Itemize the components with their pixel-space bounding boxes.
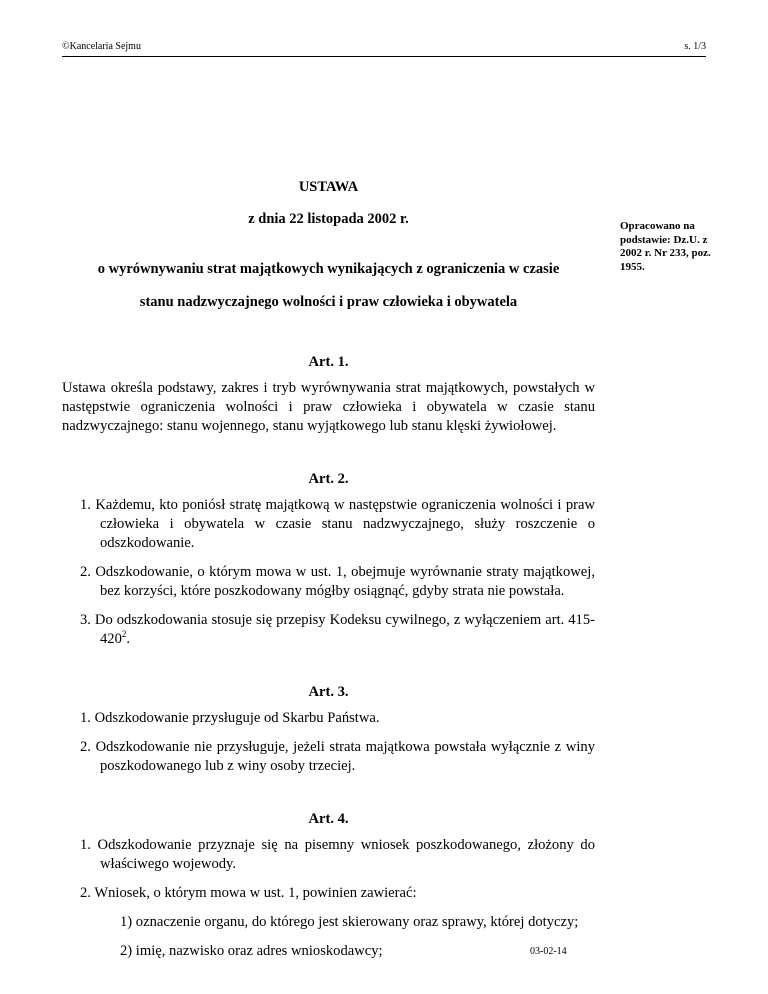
period: . <box>126 631 131 647</box>
article-4-item-2: 2. Wniosek, o którym mowa w ust. 1, powinien zawierać: <box>80 885 417 901</box>
article-4-item-1: 1. Odszkodowanie przyznaje się na pisemny wniosek poszkodowanego, złożony do właściwego wojewody. <box>80 837 595 872</box>
superscript: 2 <box>121 629 127 639</box>
article-1-heading: Art. 1. <box>308 354 349 370</box>
article-1-text: Ustawa określa podstawy, zakres i tryb wyrównywania strat majątkowych, powstałych w następstwie ograniczenia wolności i praw człowieka i obywatela w czasie stanu nadzwyczajnego: stanu wojennego, stanu wyjątkowego lub stanu klęski żywiołowej. <box>62 380 595 434</box>
article-3-heading: Art. 3. <box>308 684 349 700</box>
page-header <box>62 40 706 57</box>
document-date: z dnia 22 listopada 2002 r. <box>248 211 409 227</box>
article-4-heading: Art. 4. <box>308 811 349 827</box>
article-3-item-1: 1. Odszkodowanie przysługuje od Skarbu Państwa. <box>80 710 380 726</box>
subject-line-1: o wyrównywaniu strat majątkowych wynikających z ograniczenia w czasie <box>97 261 560 277</box>
header-source: ©Kancelaria Sejmu <box>62 41 141 52</box>
document-body <box>62 170 595 971</box>
document-subject <box>62 253 595 319</box>
article-2-item-3 <box>62 611 595 649</box>
article-2-item-1: 1. Każdemu, kto poniósł stratę majątkową w następstwie ograniczenia wolności i praw człowieka i obywatela w czasie stanu nadzwyczajnego, służy roszczenie o odszkodowanie. <box>80 497 595 551</box>
source-note: Opracowano na podstawie: Dz.U. z 2002 r. Nr 233, poz. 1955. <box>620 220 711 273</box>
subject-line-2: stanu nadzwyczajnego wolności i praw człowieka i obywatela <box>139 294 518 310</box>
article-4-subitem-1: 1) oznaczenie organu, do którego jest skierowany oraz sprawy, której dotyczy; <box>120 914 579 930</box>
article-2-heading: Art. 2. <box>308 471 349 487</box>
article-3-item-2: 2. Odszkodowanie nie przysługuje, jeżeli strata majątkowa powstała wyłącznie z winy poszkodowanego lub z winy osoby trzeciej. <box>80 739 595 774</box>
article-2-item-2: 2. Odszkodowanie, o którym mowa w ust. 1, obejmuje wyrównanie straty majątkowej, bez korzyści, które poszkodowany mógłby osiągnąć, gdyby strata nie powstała. <box>80 564 595 599</box>
page-footer-date: 03-02-14 <box>530 946 567 957</box>
article-2-item-3-text: 3. Do odszkodowania stosuje się przepisy Kodeksu cywilnego, z wyłączeniem art. 415-420 <box>80 612 595 647</box>
document-type: USTAWA <box>298 179 359 195</box>
page-number: s. 1/3 <box>684 41 706 52</box>
article-4-subitem-2: 2) imię, nazwisko oraz adres wnioskodawcy; <box>120 943 383 959</box>
